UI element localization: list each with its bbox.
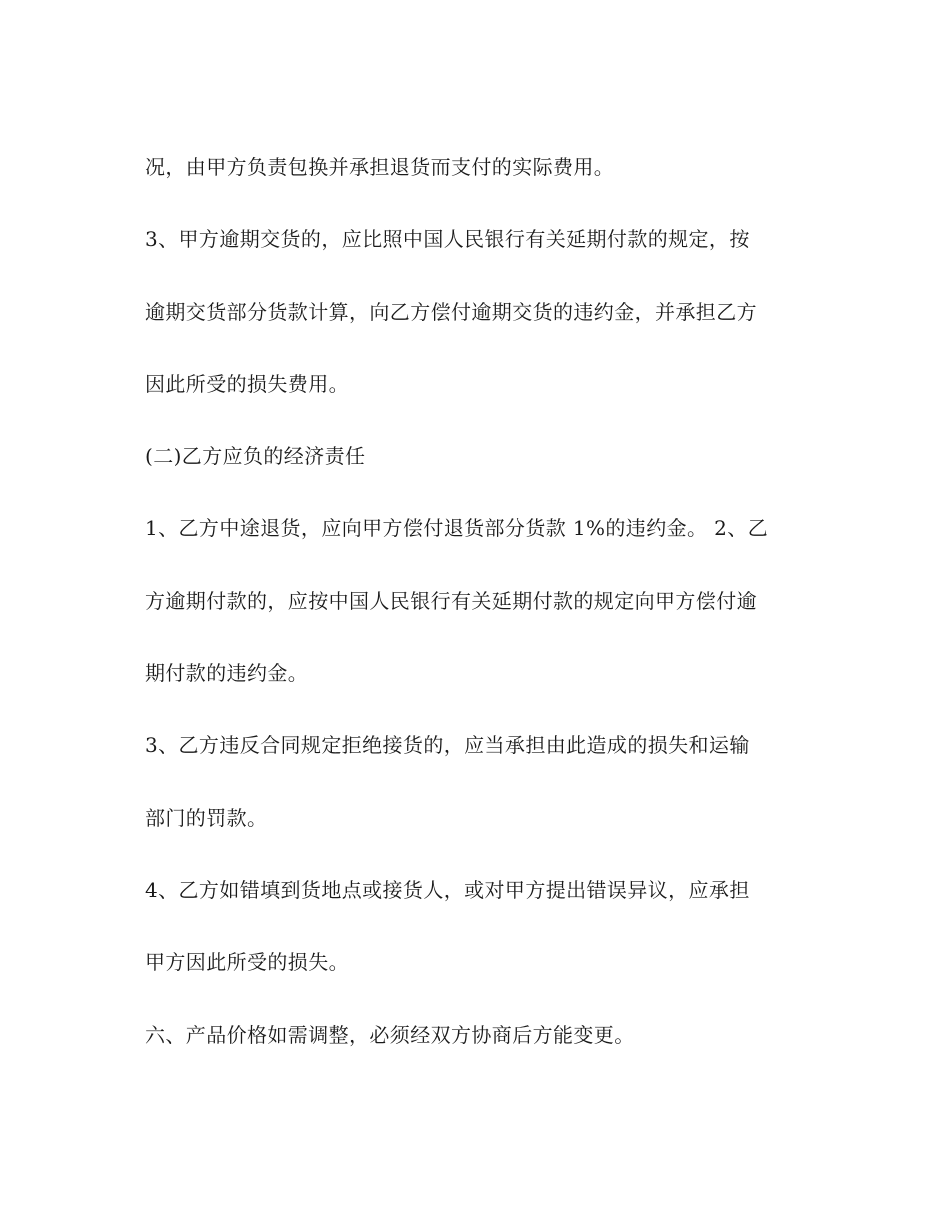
text-line-4: 因此所受的损失费用。 — [145, 371, 349, 396]
section-heading: (二)乙方应负的经济责任 — [145, 444, 366, 469]
text-line-10: 部门的罚款。 — [145, 805, 268, 830]
text-line-11: 4、乙方如错填到货地点或接货人，或对甲方提出错误异议，应承担 — [145, 877, 750, 902]
document-body — [145, 131, 805, 1071]
text-line-7: 方逾期付款的，应按中国人民银行有关延期付款的规定向甲方偿付逾 — [145, 588, 757, 613]
text-line-3: 逾期交货部分货款计算，向乙方偿付逾期交货的违约金，并承担乙方 — [145, 299, 757, 324]
text-line-9: 3、乙方违反合同规定拒绝接货的，应当承担由此造成的损失和运输 — [145, 733, 750, 758]
text-line-8: 期付款的违约金。 — [145, 661, 309, 686]
text-line-1: 况，由甲方负责包换并承担退货而支付的实际费用。 — [145, 155, 615, 179]
text-line-13: 六、产品价格如需调整，必须经双方协商后方能变更。 — [145, 1022, 635, 1047]
text-line-2: 3、甲方逾期交货的，应比照中国人民银行有关延期付款的规定，按 — [145, 227, 750, 252]
text-line-12: 甲方因此所受的损失。 — [145, 950, 349, 975]
text-line-6: 1、乙方中途退货，应向甲方偿付退货部分货款 1%的违约金。 2、乙 — [145, 516, 769, 541]
